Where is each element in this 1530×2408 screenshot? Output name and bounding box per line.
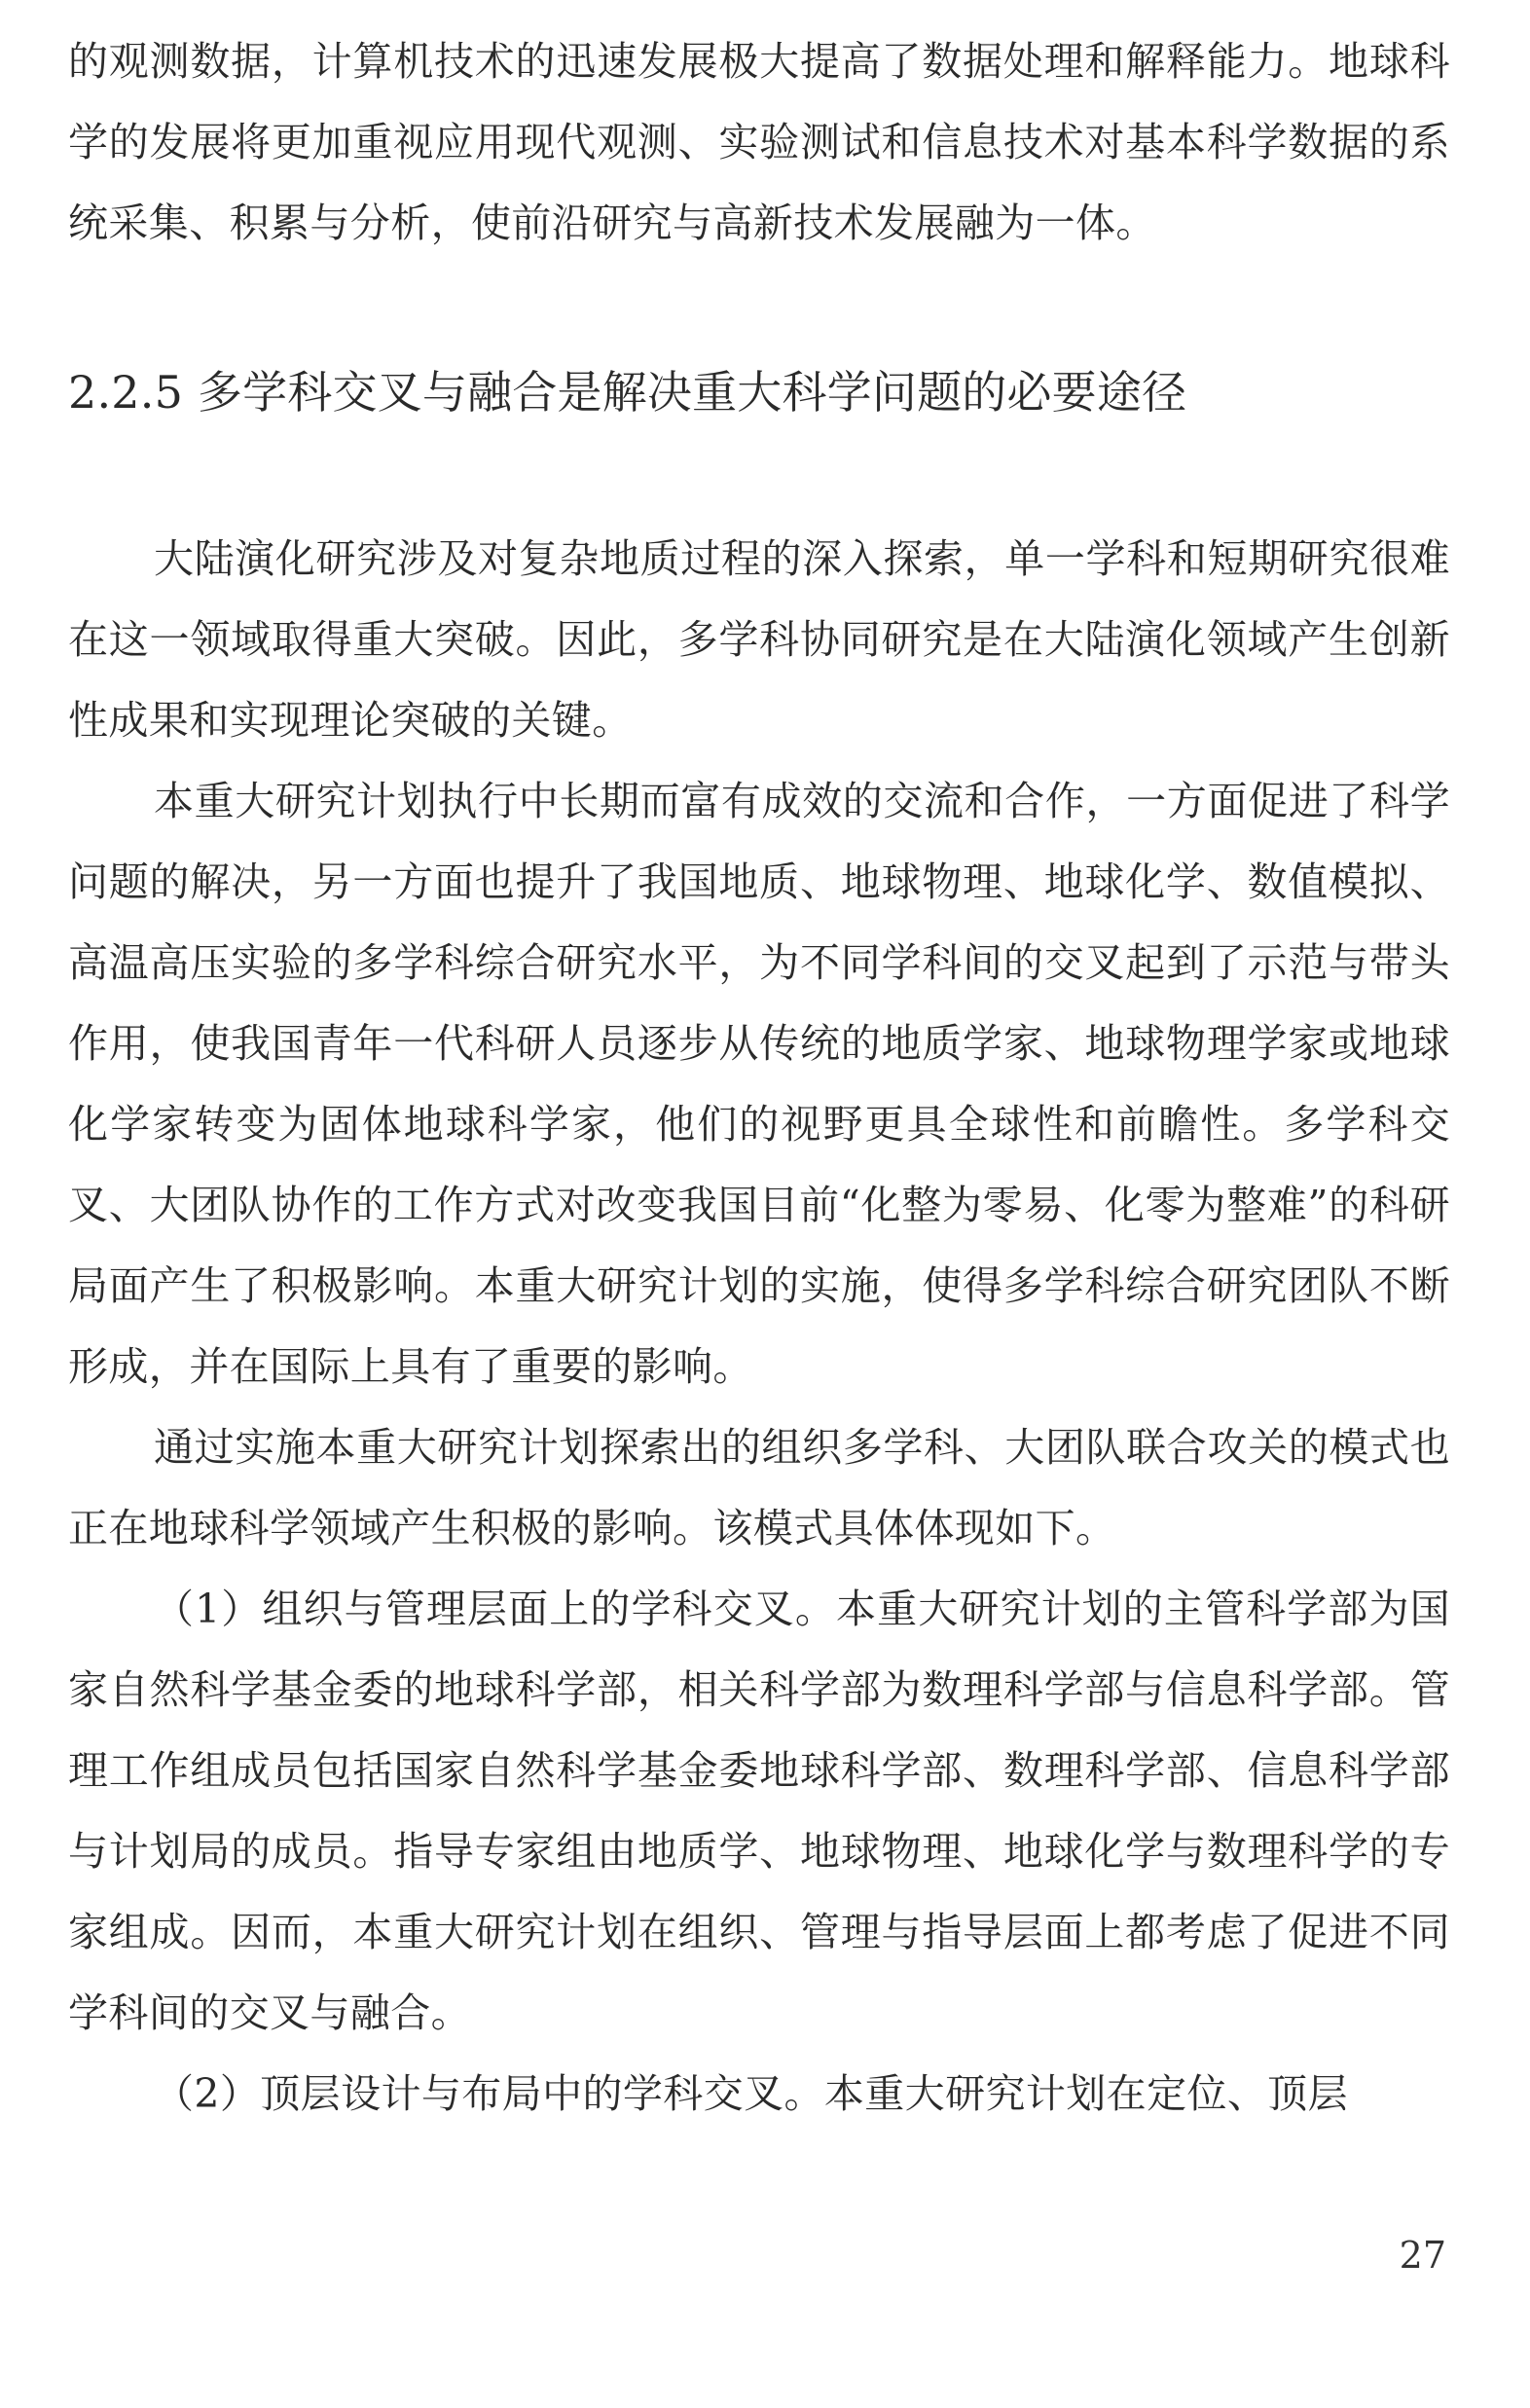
- body-paragraph-2: 本重大研究计划执行中长期而富有成效的交流和合作，一方面促进了科学问题的解决，另一方面也提升了我国地质、地球物理、地球化学、数值模拟、高温高压实验的多学科综合研究水平，为不同学科间的交叉起到了示范与带头作用，使我国青年一代科研人员逐步从传统的地质学家、地球物理学家或地球化学家转变为固体地球科学家，他们的视野更具全球性和前瞻性。多学科交叉、大团队协作的工作方式对改变我国目前“化整为零易、化零为整难”的科研局面产生了积极影响。本重大研究计划的实施，使得多学科综合研究团队不断形成，并在国际上具有了重要的影响。: [68, 778, 1450, 1390]
- page-number: 27: [1399, 2234, 1446, 2277]
- body-paragraph-1: 大陆演化研究涉及对复杂地质过程的深入探索，单一学科和短期研究很难在这一领域取得重大突破。因此，多学科协同研究是在大陆演化领域产生创新性成果和实现理论突破的关键。: [68, 535, 1450, 744]
- body-paragraph-3: 通过实施本重大研究计划探索出的组织多学科、大团队联合攻关的模式也正在地球科学领域产生积极的影响。该模式具体体现如下。: [68, 1424, 1450, 1551]
- body-paragraph-5: （2）顶层设计与布局中的学科交叉。本重大研究计划在定位、顶层: [154, 2070, 1349, 2117]
- section-heading: 2.2.5 多学科交叉与融合是解决重大科学问题的必要途径: [68, 366, 1187, 419]
- page-content: [68, 21, 1450, 2134]
- body-paragraph-4: （1）组织与管理层面上的学科交叉。本重大研究计划的主管科学部为国家自然科学基金委的地球科学部，相关科学部为数理科学部与信息科学部。管理工作组成员包括国家自然科学基金委地球科学部、数理科学部、信息科学部与计划局的成员。指导专家组由地质学、地球物理、地球化学与数理科学的专家组成。因而，本重大研究计划在组织、管理与指导层面上都考虑了促进不同学科间的交叉与融合。: [68, 1586, 1450, 2036]
- body-paragraph-continued: 的观测数据，计算机技术的迅速发展极大提高了数据处理和解释能力。地球科学的发展将更加重视应用现代观测、实验测试和信息技术对基本科学数据的系统采集、积累与分析，使前沿研究与高新技术发展融为一体。: [68, 38, 1450, 246]
